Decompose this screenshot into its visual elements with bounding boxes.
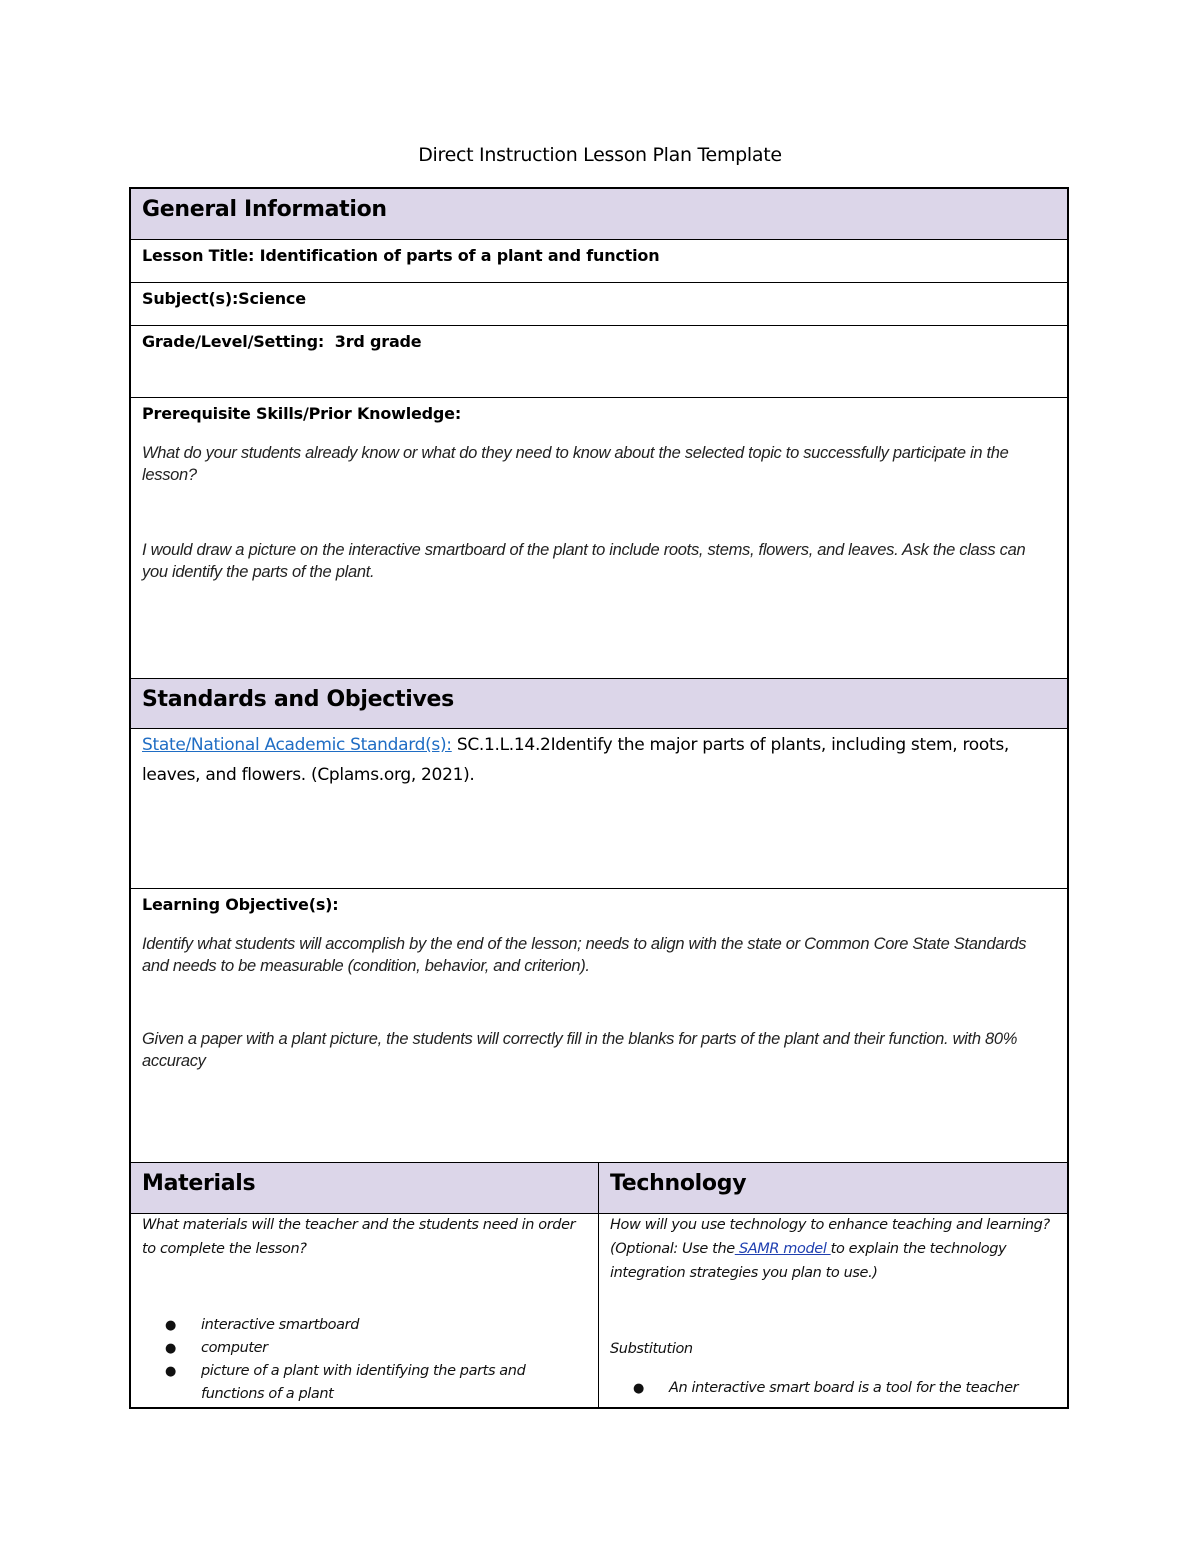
standard-row — [131, 729, 1067, 889]
bullet-icon: ● — [165, 1318, 176, 1333]
general-information-header — [131, 189, 1067, 240]
learning-objective-prompt: Identify what students will accomplish by the end of the lesson; needs to align with the state or Common Core State Standards and needs to be measurable (condition, behavior, and criterion). — [142, 935, 1027, 975]
materials-heading: Materials — [142, 1171, 256, 1196]
lesson-plan-table — [129, 187, 1069, 1409]
list-item: ● interactive smartboard — [131, 1314, 578, 1337]
list-item: ● An interactive smart board is a tool for the teacher — [599, 1377, 1057, 1400]
state-standard-link[interactable]: State/National Academic Standard(s): — [142, 735, 452, 755]
technology-cell — [599, 1214, 1067, 1407]
bullet-icon: ● — [165, 1341, 176, 1356]
lesson-title-row — [131, 240, 1067, 283]
standards-objectives-header — [131, 679, 1067, 729]
samr-model-link[interactable]: SAMR model — [734, 1241, 831, 1257]
materials-list — [131, 1314, 578, 1406]
document-title: Direct Instruction Lesson Plan Template — [418, 144, 782, 166]
substitution-label: Substitution — [610, 1341, 693, 1357]
standard-text: SC.1.L.14.2Identify the major parts of plants, including stem, roots, leaves, and flowers. (Cplams.org, 2021). — [142, 735, 1010, 785]
learning-objective-label: Learning Objective(s): — [142, 895, 339, 914]
standard-text-block — [142, 730, 1057, 790]
subjects-row — [131, 283, 1067, 326]
prerequisite-label: Prerequisite Skills/Prior Knowledge: — [142, 404, 462, 423]
learning-objective-row — [131, 889, 1067, 1163]
materials-header — [131, 1163, 599, 1213]
standards-objectives-heading: Standards and Objectives — [142, 687, 454, 712]
lesson-title: Lesson Title: Identification of parts of a plant and function — [142, 246, 660, 265]
learning-objective-answer: Given a paper with a plant picture, the students will correctly fill in the blanks for parts of the plant and their function. with 80% accuracy — [142, 1030, 1018, 1070]
grade-row — [131, 326, 1067, 398]
bullet-icon: ● — [633, 1381, 644, 1396]
list-item: ● picture of a plant with identifying the parts and functions of a plant — [131, 1360, 578, 1406]
technology-heading: Technology — [610, 1171, 747, 1196]
materials-prompt: What materials will the teacher and the students need in order to complete the lesson? — [142, 1217, 576, 1257]
grade-level-setting: Grade/Level/Setting: 3rd grade — [142, 332, 422, 351]
prerequisite-answer: I would draw a picture on the interactive smartboard of the plant to include roots, stems, flowers, and leaves. Ask the class can you identify the parts of the plant. — [142, 541, 1026, 581]
materials-cell — [131, 1214, 599, 1407]
bullet-icon: ● — [165, 1364, 176, 1379]
prerequisite-prompt: What do your students already know or what do they need to know about the selected topic to successfully participate in the lesson? — [142, 444, 1009, 484]
materials-technology-body — [131, 1214, 1067, 1407]
materials-technology-header — [131, 1163, 1067, 1214]
list-item: ● computer — [131, 1337, 578, 1360]
general-information-heading: General Information — [142, 197, 387, 222]
technology-list — [599, 1377, 1057, 1400]
prerequisite-row — [131, 398, 1067, 679]
technology-header — [599, 1163, 1067, 1213]
technology-prompt: How will you use technology to enhance teaching and learning? (Optional: Use the SAMR model to explain the technology integration strategies you plan to use.) — [610, 1217, 1050, 1281]
subjects: Subject(s):Science — [142, 289, 306, 308]
